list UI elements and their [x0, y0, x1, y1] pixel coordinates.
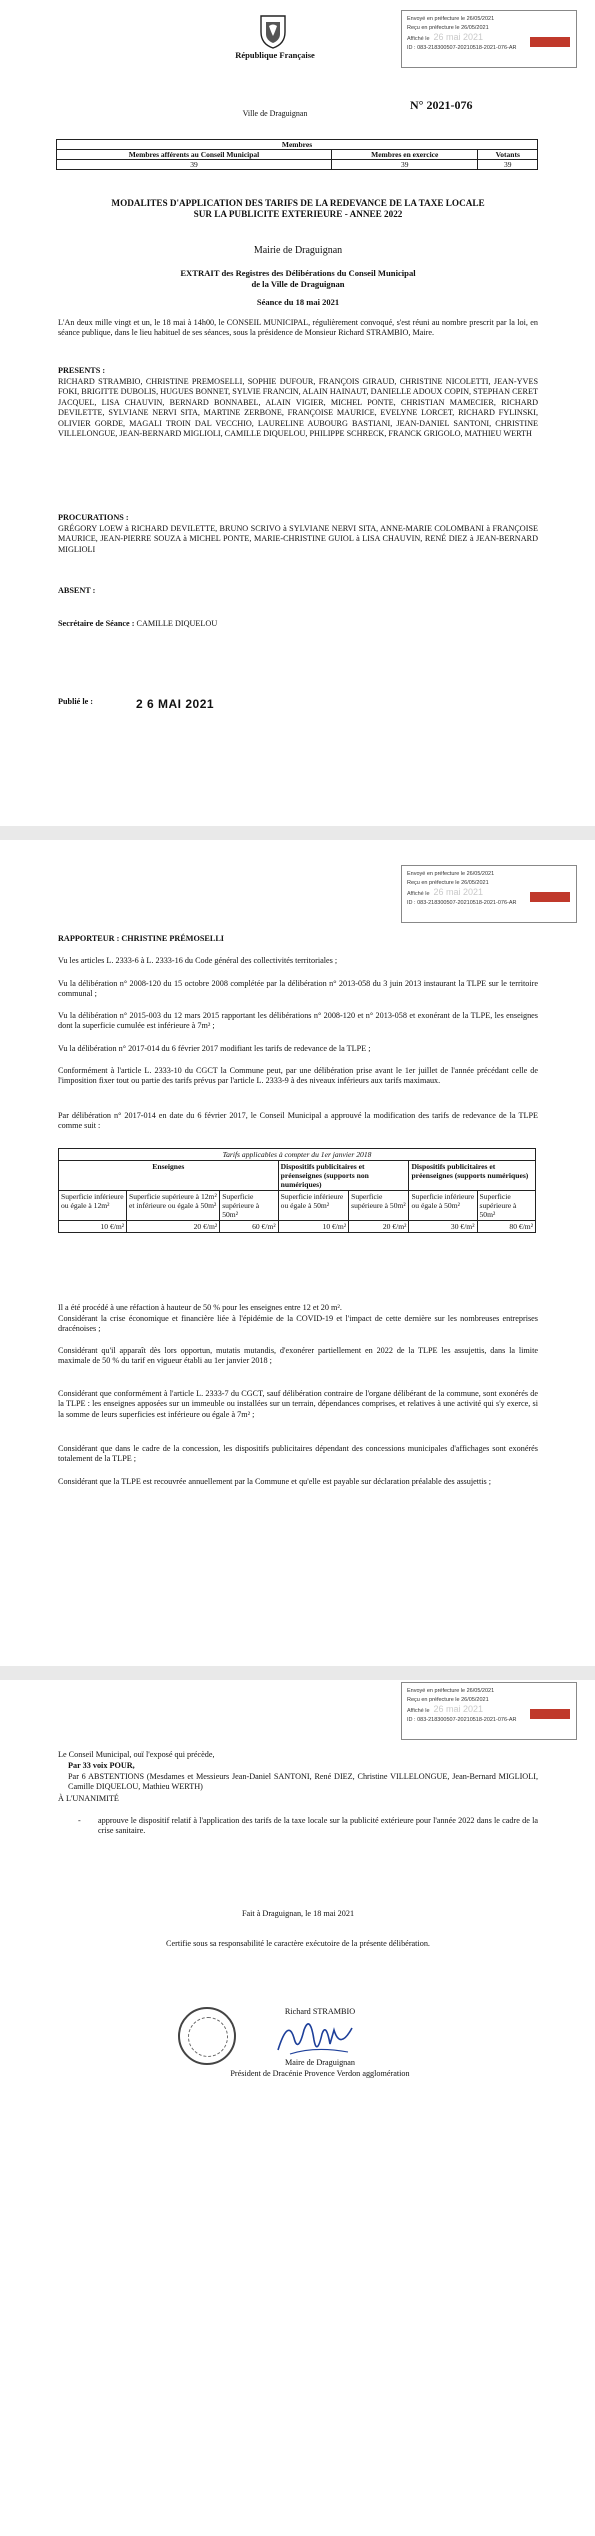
prefecture-stamp — [401, 10, 577, 68]
members-header: Votants — [478, 150, 538, 160]
members-title: Membres — [57, 140, 538, 150]
members-value: 39 — [57, 160, 332, 170]
members-table — [56, 139, 538, 170]
tarifs-value: 20 €/m² — [127, 1221, 220, 1233]
vote-pour: Par 33 voix POUR, — [68, 1761, 135, 1770]
page-3 — [0, 1680, 595, 2536]
page-2 — [0, 840, 595, 1666]
decision-item: approuve le dispositif relatif à l'application des tarifs de la taxe locale sur la publicité extérieure pour l'année 2022 dans le cadre de la crise sanitaire. — [98, 1816, 538, 1836]
paragraph: Le Conseil Municipal, ouï l'exposé qui précède, — [58, 1750, 215, 1759]
vote-abstentions: Par 6 ABSTENTIONS (Mesdames et Messieurs Jean-Daniel SANTONI, René DIEZ, Christine VILLELONGUE, Jean-Bernard MIGLIOLI, Camille DIQUELOU, Mathieu WERTH) — [68, 1772, 538, 1792]
stamp-posted: Affiché le 26 mai 2021 — [407, 33, 484, 42]
rapporteur-label: RAPPORTEUR : CHRISTINE PRÉMOSELLI — [58, 934, 224, 943]
tarifs-value: 20 €/m² — [349, 1221, 409, 1233]
document-title: MODALITES D'APPLICATION DES TARIFS DE LA REDEVANCE DE LA TAXE LOCALE SUR LA PUBLICITE EXTERIEURE - ANNEE 2022 — [111, 198, 485, 219]
tarifs-table — [58, 1148, 536, 1233]
paragraph: Vu la délibération n° 2008-120 du 15 octobre 2008 complétée par la délibération n° 2013-058 du 3 juin 2013 instaurant la TLPE sur le territoire communal ; — [58, 979, 538, 999]
paragraph: Considérant que la TLPE est recouvrée annuellement par la Commune et qu'elle est payable sur déclaration préalable des assujettis ; — [58, 1477, 492, 1486]
stamp-logo — [530, 892, 570, 902]
prefecture-stamp: Envoyé en préfecture le 26/05/2021 Reçu en préfecture le 26/05/2021 Affiché le 26 mai 2021 ID : 083-218300507-20210518-2021-076-AR — [401, 865, 577, 923]
tarifs-header-dispositifs: Dispositifs publicitaires et préenseignes (supports non numériques) — [278, 1161, 409, 1191]
mairie-label: Mairie de Draguignan — [253, 245, 343, 256]
signer-name: Richard STRAMBIO — [284, 2007, 356, 2016]
paragraph: Considérant la crise économique et financière liée à l'épidémie de la COVID-19 et l'impact de cette dernière sur les nombreuses entreprises dracénoises ; — [58, 1314, 538, 1334]
tarifs-value: 10 €/m² — [278, 1221, 348, 1233]
tarifs-col: Superficie inférieure ou égale à 50m² — [278, 1191, 348, 1221]
tarifs-header-numeriques: Dispositifs publicitaires et préenseignes (supports numériques) — [409, 1161, 536, 1191]
secretaire-line: Secrétaire de Séance : CAMILLE DIQUELOU — [58, 619, 218, 628]
republique-label: République Française — [235, 50, 315, 60]
absent-label: ABSENT : — [58, 586, 96, 595]
members-header: Membres afférents au Conseil Municipal — [57, 150, 332, 160]
publie-date-stamp: 2 6 MAI 2021 — [136, 697, 215, 711]
tarifs-header-enseignes: Enseignes — [59, 1161, 279, 1191]
tarifs-col: Superficie supérieure à 50m² — [349, 1191, 409, 1221]
tarifs-caption: Tarifs applicables à compter du 1er janvier 2018 — [59, 1149, 536, 1161]
signer-role: Président de Dracénie Provence Verdon agglomération — [230, 2069, 410, 2078]
stamp-id: ID : 083-218300507-20210518-2021-076-AR — [407, 45, 517, 51]
stamp-logo — [530, 37, 570, 47]
procurations-label: PROCURATIONS : — [58, 513, 129, 522]
tarifs-col: Superficie supérieure à 50m² — [220, 1191, 278, 1221]
intro-paragraph: L'An deux mille vingt et un, le 18 mai à 14h00, le CONSEIL MUNICIPAL, régulièrement convoqué, s'est réuni au nombre prescrit par la loi, en séance publique, dans le lieu habituel de ses séances, sous la présidence de Monsieur Richard STRAMBIO, Maire. — [58, 318, 538, 338]
ville-label: Ville de Draguignan — [242, 109, 308, 118]
stamp-sent: Envoyé en préfecture le 26/05/2021 — [407, 16, 495, 22]
paragraph: Conformément à l'article L. 2333-10 du CGCT la Commune peut, par une délibération prise avant le 1er juillet de l'année précédant celle de l'imposition fixer tout ou partie des tarifs prévus par l'article L. 2333-9 à des niveaux inférieurs aux tarifs maximaux. — [58, 1066, 538, 1086]
tarifs-value: 60 €/m² — [220, 1221, 278, 1233]
paragraph: Vu la délibération n° 2015-003 du 12 mars 2015 rapportant les délibérations n° 2008-120 et n° 2013-058 et exonérant de la TLPE, les enseignes dont la superficie cumulée est inférieure à 7m² ; — [58, 1011, 538, 1031]
tarifs-value: 10 €/m² — [59, 1221, 127, 1233]
tarifs-value: 30 €/m² — [409, 1221, 477, 1233]
paragraph: Considérant qu'il apparaît dès lors opportun, mutatis mutandis, d'exonérer partiellement en 2022 de la TLPE les assujettis, dans la limite maximale de 50 % du tarif en vigueur établi au 1er janvier 2018 ; — [58, 1346, 538, 1366]
paragraph: Par délibération n° 2017-014 en date du 6 février 2017, le Conseil Municipal a approuvé la modification des tarifs de redevance de la TLPE comme suit : — [58, 1111, 538, 1131]
tarifs-value: 80 €/m² — [477, 1221, 536, 1233]
paragraph: Vu la délibération n° 2017-014 du 6 février 2017 modifiant les tarifs de redevance de la TLPE ; — [58, 1044, 371, 1053]
paragraph: Considérant que dans le cadre de la concession, les dispositifs publicitaires dépendant des concessions municipales d'affichages sont exonérés totalement de la TLPE ; — [58, 1444, 538, 1464]
signer-role: Maire de Draguignan — [284, 2058, 356, 2067]
paragraph: Il a été procédé à une réfaction à hauteur de 50 % pour les enseignes entre 12 et 20 m². — [58, 1303, 342, 1312]
presents-list: RICHARD STRAMBIO, CHRISTINE PREMOSELLI, SOPHIE DUFOUR, FRANÇOIS GIRAUD, CHRISTINE NICOLETTI, JEAN-YVES FOKI, BRIGITTE DUBOLIS, HUGUES BONNET, SYLVIE FRANCIN, ALAIN HAINAUT, DANIELLE ADOUX COPIN, STEPHAN CERET JACQUEL, LISA CHAUVIN, BERNARD BONNABEL, ALAIN VIGIER, MICHEL PONTE, CHRISTIAN MAMECIER, RICHARD DEVILETTE, SYLVIANE NERVI SITA, MARTINE ZERBONE, FRANÇOISE MAURICE, EVELYNE LORCET, RICHARD FYLINSKI, OLIVIER GORDE, MAGALI TROIN DAL VECCHIO, LAURELINE AUBOURG BASTIANI, JEAN-DANIEL SANTONI, CHRISTINE VILLELONGUE, JEAN-BERNARD MIGLIOLI, CAMILLE DIQUELOU, PHILIPPE SCHRECK, FRANCK GRIGOLO, MATHIEU WERTH — [58, 377, 538, 439]
vote-unanimite: À L'UNANIMITÉ — [58, 1794, 119, 1803]
publie-label: Publié le : — [58, 697, 94, 706]
members-value: 39 — [478, 160, 538, 170]
prefecture-stamp: Envoyé en préfecture le 26/05/2021 Reçu en préfecture le 26/05/2021 Affiché le 26 mai 2021 ID : 083-218300507-20210518-2021-076-AR — [401, 1682, 577, 1740]
bullet-dash: - — [78, 1816, 81, 1825]
paragraph: Vu les articles L. 2333-6 à L. 2333-16 du Code général des collectivités territoriales ; — [58, 956, 338, 965]
tarifs-col: Superficie supérieure à 50m² — [477, 1191, 536, 1221]
seance-date: Séance du 18 mai 2021 — [256, 297, 340, 307]
members-header: Membres en exercice — [332, 150, 478, 160]
deliberation-number: N° 2021-076 — [410, 98, 473, 112]
members-value: 39 — [332, 160, 478, 170]
paragraph: Considérant que conformément à l'article L. 2333-7 du CGCT, sauf délibération contraire de l'organe délibérant de la commune, sont exonérés de la TLPE : les enseignes apposées sur un immeuble ou installées sur un terrain, dépendances comprises, et relatives à une activité qui s'y exerce, si la somme de leurs superficies est inférieure ou égale à 7m² ; — [58, 1389, 538, 1419]
page-1 — [0, 0, 595, 826]
presents-label: PRESENTS : — [58, 366, 106, 375]
stamp-received: Reçu en préfecture le 26/05/2021 — [407, 25, 489, 31]
tarifs-col: Superficie inférieure ou égale à 12m² — [59, 1191, 127, 1221]
city-coat-of-arms-icon — [258, 12, 288, 50]
tarifs-col: Superficie inférieure ou égale à 50m² — [409, 1191, 477, 1221]
procurations-list: GRÉGORY LOEW à RICHARD DEVILETTE, BRUNO SCRIVO à SYLVIANE NERVI SITA, ANNE-MARIE COLOMBANI à FRANÇOISE MAURICE, JEAN-PIERRE SOUZA à MICHEL PONTE, MARIE-CHRISTINE GUIOL à LISA CHAUVIN, RENÉ DIEZ à JEAN-BERNARD MIGLIOLI — [58, 524, 538, 554]
extrait-label: EXTRAIT des Registres des Délibérations du Conseil Municipal de la Ville de Draguignan — [180, 268, 416, 289]
tarifs-col: Superficie supérieure à 12m² et inférieure ou égale à 50m² — [127, 1191, 220, 1221]
stamp-logo — [530, 1709, 570, 1719]
fait-line: Fait à Draguignan, le 18 mai 2021 — [241, 1909, 355, 1918]
certifie-line: Certifie sous sa responsabilité le caractère exécutoire de la présente délibération. — [166, 1939, 430, 1948]
